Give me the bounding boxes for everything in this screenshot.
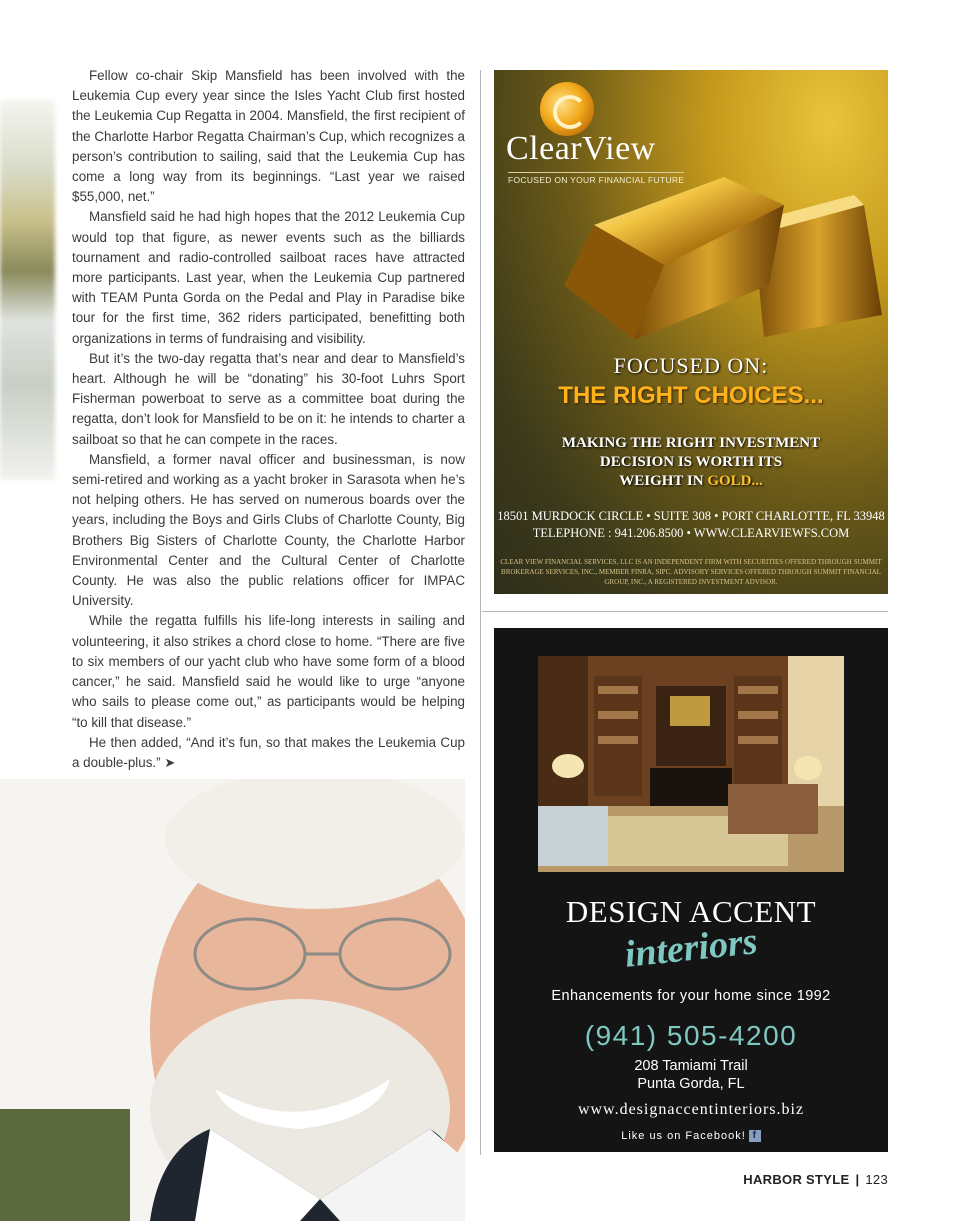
page-footer <box>743 1172 888 1187</box>
margin-photo-strip <box>0 100 55 480</box>
portrait-photo <box>0 779 465 1221</box>
design-accent-script: interiors <box>622 920 760 976</box>
facebook-icon[interactable]: f <box>749 1130 761 1142</box>
article-paragraph: Fellow co-chair Skip Mansfield has been involved with the Leukemia Cup every year since the Isles Yacht Club first hosted the Leukemia Cup Regatta in 2004. Mansfield, the first recipient of the Charlotte Harbor Regatta Chairman’s Cup, which recognizes a person’s contribution to sailing, said that the Leukemia Cup has come a long way from its beginnings. “Last year we raised $55,000, net.” <box>72 68 465 205</box>
clearview-phone[interactable]: TELEPHONE : 941.206.8500 • WWW.CLEARVIEWFS.COM <box>532 526 850 540</box>
article-paragraph: While the regatta fulfills his life-long interests in sailing and volunteering, it also strikes a chord close to home. “There are five to six members of our yacht club who have some form of a blood cancer,” he said. Mansfield said he would like to urge “anyone who sails to please come out,” as participants would be helping “to kill that disease.” <box>72 613 465 730</box>
design-accent-street: 208 Tamiami Trail <box>634 1058 748 1074</box>
design-accent-phone[interactable]: (941) 505-4200 <box>584 1020 798 1051</box>
page-number: 123 <box>865 1172 888 1187</box>
article-last-text: He then added, “And it’s fun, so that makes the Leukemia Cup a double-plus.” <box>72 734 465 770</box>
column-divider <box>480 70 481 1155</box>
clearview-contact <box>494 508 888 542</box>
article-paragraph-last <box>72 733 465 773</box>
clearview-ad[interactable] <box>494 70 888 594</box>
clearview-tagline: FOCUSED ON YOUR FINANCIAL FUTURE <box>508 172 684 185</box>
clearview-body-line: MAKING THE RIGHT INVESTMENT <box>561 435 821 451</box>
clearview-body-weight: WEIGHT IN <box>619 473 708 489</box>
article-body <box>72 66 465 773</box>
article-paragraph: Mansfield, a former naval officer and businessman, is now semi-retired and working as a yacht broker in Sarasota when he’s not helping others. He has served on numerous boards over the years, including the Boys and Girls Clubs of Charlotte County, Big Brothers Big Sisters of Charlotte County, the Charlotte Harbor Environmental Center and the Cultural Center of Charlotte County. He was also the public relations officer for IMPAC University. <box>72 451 465 609</box>
facebook-text: Like us on Facebook! <box>621 1130 746 1142</box>
magazine-name: HARBOR STYLE <box>743 1172 850 1187</box>
clearview-body-line: DECISION IS WORTH ITS <box>599 454 783 470</box>
design-accent-city: Punta Gorda, FL <box>637 1076 745 1092</box>
clearview-body-gold: GOLD... <box>707 473 763 489</box>
design-accent-address <box>494 1057 888 1093</box>
clearview-body <box>494 434 888 491</box>
design-accent-facebook[interactable] <box>494 1130 888 1142</box>
clearview-headline-2: THE RIGHT CHOICES... <box>558 382 824 409</box>
article-paragraph: Mansfield said he had high hopes that the 2012 Leukemia Cup would top that figure, as newer events such as the billiards tournament and radio-controlled sailboat races have attracted more participants. Last year, when the Leukemia Cup partnered with TEAM Punta Gorda on the Pedal and Play in Paradise bike tour for the first time, 362 riders participated, benefitting both organizations in terms of fundraising and visibility. <box>72 209 465 346</box>
living-room-photo <box>538 656 844 872</box>
clearview-address: 18501 MURDOCK CIRCLE • SUITE 308 • PORT CHARLOTTE, FL 33948 <box>497 509 885 523</box>
clearview-headline-1: FOCUSED ON: <box>613 353 769 378</box>
footer-separator: | <box>855 1172 860 1187</box>
ad-divider <box>482 611 888 612</box>
design-accent-ad[interactable] <box>494 628 888 1152</box>
clearview-logo-icon <box>540 82 594 136</box>
end-arrow-icon: ➤ <box>164 754 176 770</box>
clearview-brand: ClearView <box>506 130 656 167</box>
article-paragraph: But it’s the two-day regatta that’s near and dear to Mansfield’s heart. Although he will be “donating” his 30-foot Luhrs Sport Fisherman powerboat to serve as a committee boat during the regatta, don’t look for Mansfield to be on it: he intends to charter a sailboat so that he can compete in the races. <box>72 350 465 447</box>
clearview-disclaimer: CLEAR VIEW FINANCIAL SERVICES, LLC IS AN INDEPENDENT FIRM WITH SECURITIES OFFERED THROUGH SUMMIT BROKERAGE SERVICES, INC., MEMBER FINRA, SIPC. ADVISORY SERVICES OFFERED THROUGH SUMMIT FINANCIAL GROUP, INC., A REGISTERED INVESTMENT ADVISOR. <box>500 558 882 586</box>
design-accent-name: DESIGN ACCENT <box>565 894 817 929</box>
design-accent-tagline: Enhancements for your home since 1992 <box>551 988 831 1004</box>
gold-bars-image <box>554 165 884 345</box>
design-accent-website[interactable]: www.designaccentinteriors.biz <box>577 1101 805 1118</box>
clearview-body-line-3 <box>494 472 888 491</box>
